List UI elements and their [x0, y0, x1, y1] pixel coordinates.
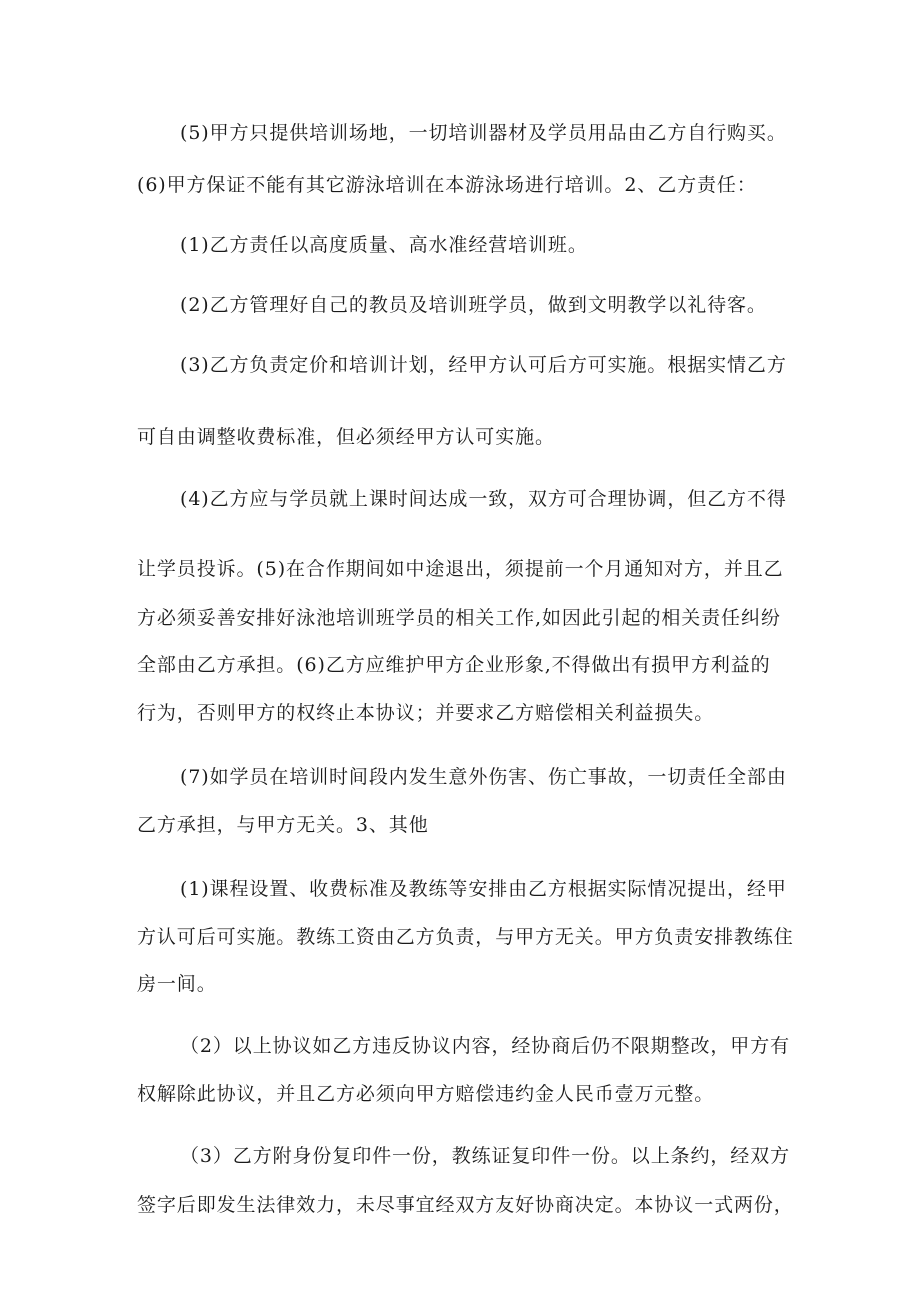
- text-line: (5)甲方只提供培训场地，一切培训器材及学员用品由乙方自行购买。: [180, 122, 787, 144]
- text-line: 可自由调整收费标准，但必须经甲方认可实施。: [137, 426, 555, 448]
- text-line: 权解除此协议，并且乙方必须向甲方赔偿违约金人民币壹万元整。: [137, 1083, 715, 1105]
- text-line: (1)乙方责任以高度质量、高水准经营培训班。: [180, 234, 588, 256]
- text-line: (7)如学员在培训时间段内发生意外伤害、伤亡事故，一切责任全部由: [180, 766, 787, 788]
- text-line: (6)甲方保证不能有其它游泳培训在本游泳场进行培训。2、乙方责任：: [137, 174, 757, 196]
- text-line: 签字后即发生法律效力，未尽事宜经双方友好协商决定。本协议一式两份，: [137, 1194, 794, 1216]
- text-line: 行为，否则甲方的权终止本协议；并要求乙方赔偿相关利益损失。: [137, 702, 715, 724]
- text-line: (1)课程设置、收费标准及教练等安排由乙方根据实际情况提出，经甲: [180, 878, 787, 900]
- text-line: 全部由乙方承担。(6)乙方应维护甲方企业形象,不得做出有损甲方利益的: [137, 654, 771, 676]
- text-line: (4)乙方应与学员就上课时间达成一致，双方可合理协调，但乙方不得: [180, 488, 787, 510]
- text-line: (3)乙方负责定价和培训计划，经甲方认可后方可实施。根据实情乙方: [180, 354, 787, 376]
- text-line: （2）以上协议如乙方违反协议内容，经协商后仍不限期整改，甲方有: [180, 1035, 790, 1057]
- text-line: 方认可后可实施。教练工资由乙方负责，与甲方无关。甲方负责安排教练住: [137, 926, 794, 948]
- text-line: 方必须妥善安排好泳池培训班学员的相关工作,如因此引起的相关责任纠纷: [137, 607, 781, 629]
- text-line: 乙方承担，与甲方无关。3、其他: [137, 814, 429, 836]
- text-line: （3）乙方附身份复印件一份，教练证复印件一份。以上条约，经双方: [180, 1145, 790, 1167]
- text-line: 房一间。: [137, 973, 217, 995]
- text-line: (2)乙方管理好自己的教员及培训班学员，做到文明教学以礼待客。: [180, 294, 767, 316]
- text-line: 让学员投诉。(5)在合作期间如中途退出，须提前一个月通知对方，并且乙: [137, 558, 784, 580]
